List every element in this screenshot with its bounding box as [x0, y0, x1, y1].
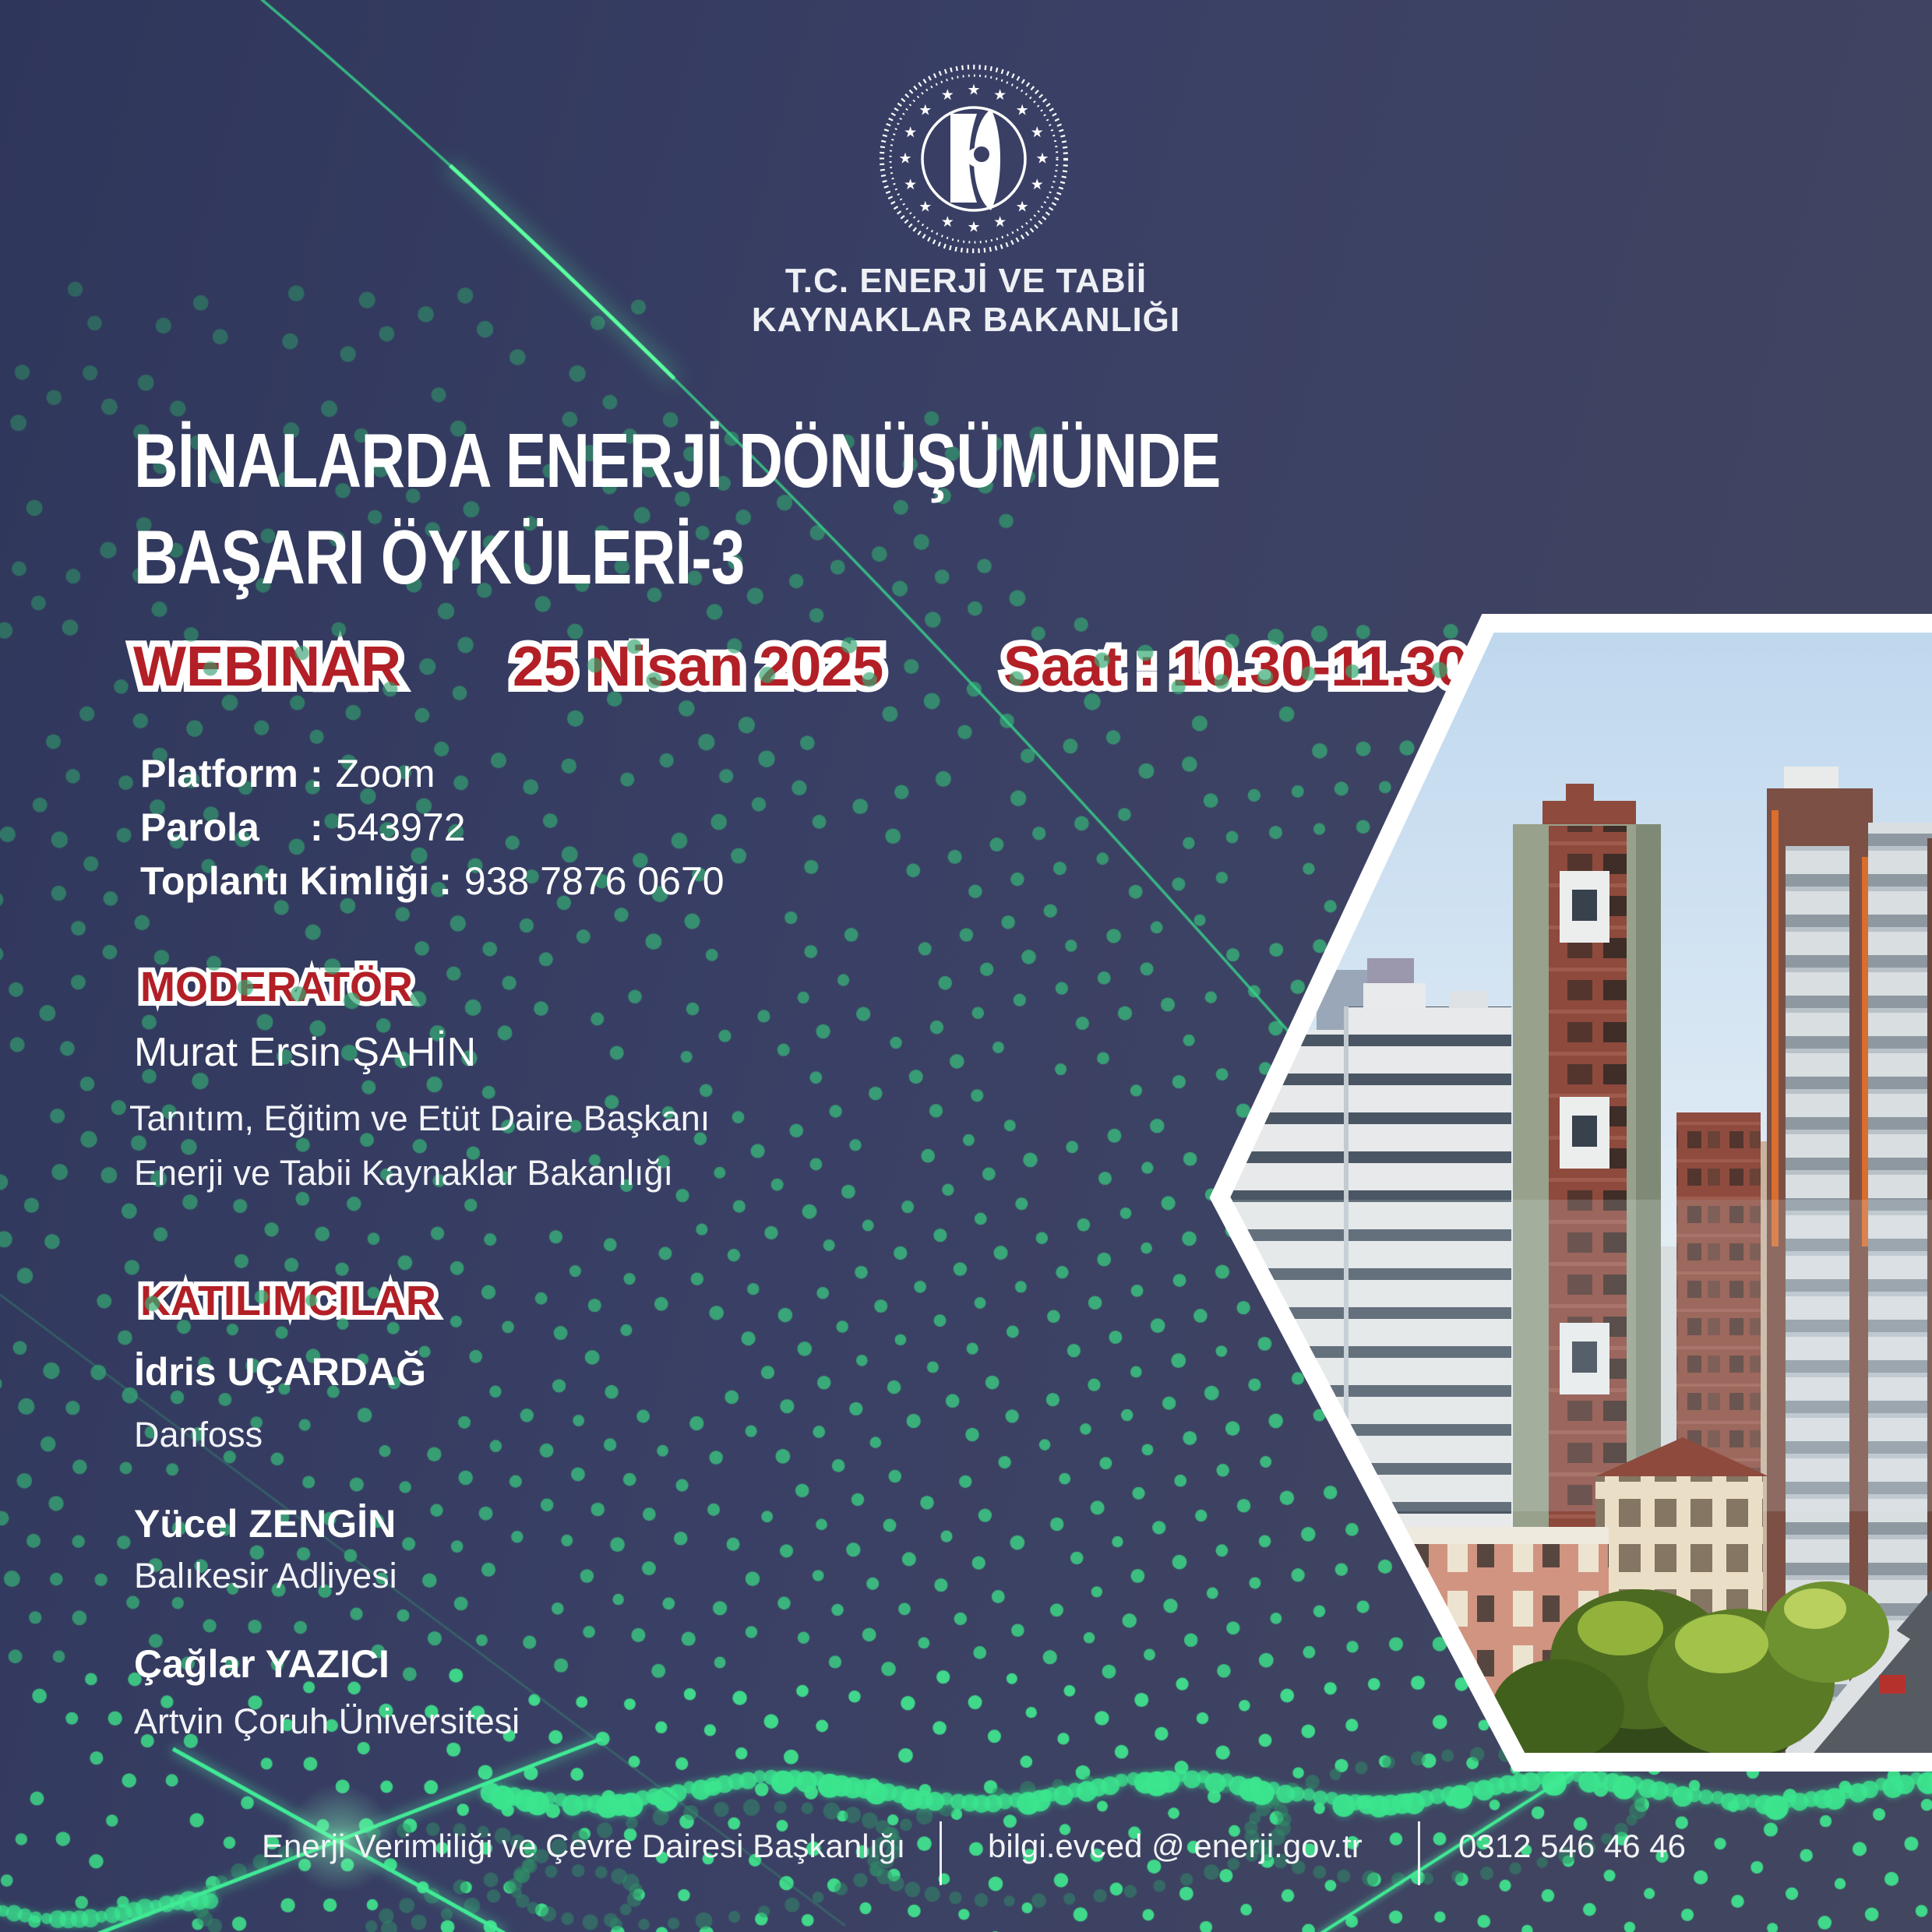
- title-line2: BAŞARI ÖYKÜLERİ-3: [134, 514, 745, 600]
- colon: :: [310, 752, 323, 795]
- meeting-value: Zoom: [335, 752, 435, 795]
- meeting-row-platform: [140, 747, 724, 801]
- ministry-name-line2: KAYNAKLAR BAKANLIĞI: [751, 301, 1181, 339]
- footer-department: Enerji Verimliliği ve Çevre Dairesi Başkanlığı: [262, 1828, 906, 1864]
- meeting-label: Toplantı Kimliği: [140, 859, 430, 903]
- participant-name: Çağlar YAZICI: [134, 1642, 390, 1686]
- city-photo: [1200, 608, 1932, 1776]
- participant-org: Danfoss: [134, 1415, 263, 1454]
- ministry-emblem-icon: [874, 59, 1074, 259]
- meeting-row-id: [140, 855, 724, 908]
- svg-text:★: ★: [1030, 124, 1044, 141]
- moderator-role-line2: Enerji ve Tabii Kaynaklar Bakanlığı: [134, 1153, 674, 1193]
- title-line1: BİNALARDA ENERJİ DÖNÜŞÜMÜNDE: [134, 418, 1221, 503]
- svg-text:★: ★: [1030, 177, 1044, 194]
- footer-divider: [940, 1821, 942, 1885]
- participant-org: Artvin Çoruh Üniversitesi: [134, 1701, 520, 1741]
- moderator-name: Murat Ersin ŞAHİN: [134, 1030, 477, 1075]
- moderator-role-line1: Tanıtım, Eğitim ve Etüt Daire Başkanı: [129, 1098, 710, 1138]
- svg-text:★: ★: [918, 102, 933, 119]
- page-title: [134, 412, 1492, 605]
- meeting-label: Platform: [140, 752, 298, 795]
- footer-phone: 0312 546 46 46: [1458, 1828, 1686, 1864]
- svg-text:★: ★: [967, 82, 981, 99]
- ministry-name-line1: T.C. ENERJİ VE TABİİ: [784, 262, 1148, 300]
- svg-text:★: ★: [904, 124, 918, 141]
- svg-text:★: ★: [918, 199, 933, 216]
- meeting-label: Parola: [140, 806, 259, 849]
- svg-text:★: ★: [940, 213, 954, 231]
- svg-text:★: ★: [898, 150, 912, 167]
- meeting-row-password: [140, 801, 724, 855]
- svg-text:★: ★: [940, 87, 954, 104]
- meeting-value: 938 7876 0670: [464, 859, 724, 903]
- participant-name: İdris UÇARDAĞ: [134, 1350, 427, 1394]
- svg-text:★: ★: [993, 87, 1007, 104]
- participant-name: Yücel ZENGİN: [134, 1502, 397, 1546]
- colon: :: [310, 806, 323, 849]
- emblem-leaf-motif: [950, 109, 1000, 210]
- colon: :: [439, 859, 452, 903]
- svg-text:★: ★: [1035, 150, 1049, 167]
- svg-text:★: ★: [1015, 102, 1029, 119]
- participant-org: Balıkesir Adliyesi: [134, 1556, 397, 1595]
- footer-divider: [1418, 1821, 1420, 1885]
- meeting-info: [140, 747, 724, 908]
- svg-text:★: ★: [993, 213, 1007, 231]
- footer-email: bilgi.evced @ enerji.gov.tr: [988, 1828, 1363, 1864]
- svg-text:★: ★: [904, 177, 918, 194]
- svg-text:★: ★: [1015, 199, 1029, 216]
- ministry-name: [0, 262, 1932, 340]
- meeting-value: 543972: [335, 806, 466, 849]
- svg-text:★: ★: [967, 219, 981, 236]
